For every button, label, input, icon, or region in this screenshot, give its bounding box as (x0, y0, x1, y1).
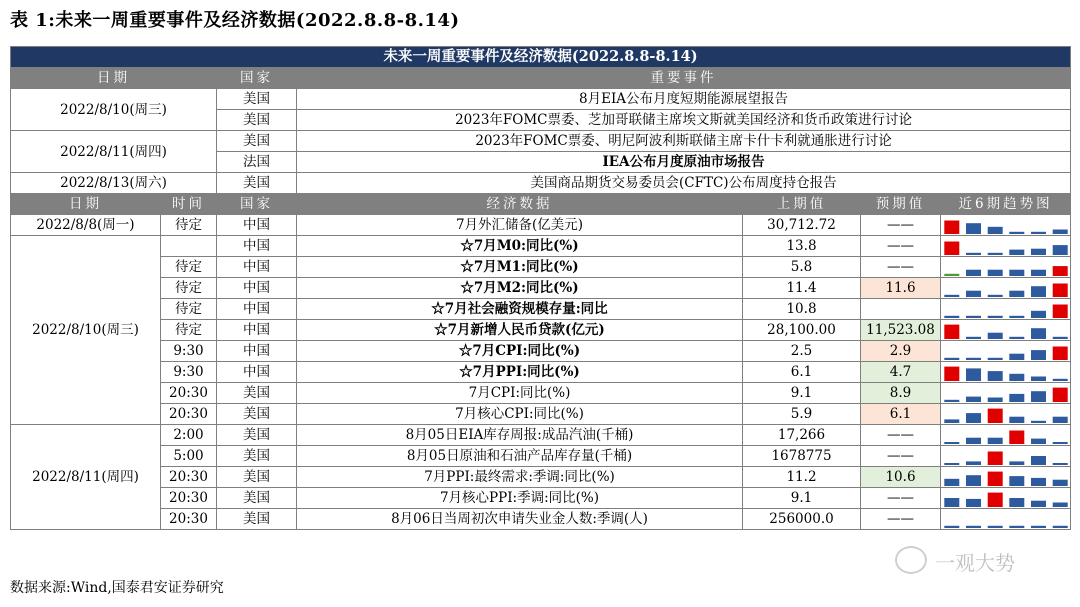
data-forecast-value: 6.1 (861, 404, 941, 425)
trend-bar (944, 498, 959, 507)
data-time: 待定 (161, 299, 217, 320)
trend-sparkline (941, 257, 1071, 278)
data-row (11, 257, 1071, 278)
data-time: 待定 (161, 215, 217, 236)
event-country: 美国 (217, 173, 297, 194)
data-header-indicator: 经济数据 (297, 194, 743, 215)
data-previous-value: 10.8 (743, 299, 861, 320)
trend-bar (988, 452, 1003, 466)
data-forecast-value: 2.9 (861, 341, 941, 362)
trend-bar (1031, 501, 1046, 507)
data-country: 美国 (217, 425, 297, 446)
trend-bar (966, 337, 981, 339)
data-header-previous: 上期值 (743, 194, 861, 215)
trend-sparkline (941, 299, 1071, 320)
trend-bar (1031, 377, 1046, 382)
watermark (895, 542, 1055, 578)
trend-bar (966, 499, 981, 507)
trend-bar (1031, 328, 1046, 339)
trend-bar (988, 227, 1003, 234)
trend-sparkline (941, 404, 1071, 425)
data-time: 20:30 (161, 467, 217, 488)
trend-bar (966, 368, 981, 381)
trend-bar (1053, 388, 1068, 402)
trend-bar (1009, 394, 1024, 402)
data-indicator: ☆7月社会融资规模存量:同比 (297, 299, 743, 320)
events-data-table (10, 46, 1071, 530)
table-banner-title: 未来一周重要事件及经济数据(2022.8.8-8.14) (11, 47, 1071, 68)
trend-bar (1009, 374, 1024, 381)
data-time (161, 236, 217, 257)
data-previous-value: 28,100.00 (743, 320, 861, 341)
data-header-country: 国家 (217, 194, 297, 215)
trend-bar (1031, 421, 1046, 423)
data-forecast-value (861, 299, 941, 320)
trend-bar (1053, 417, 1068, 423)
data-time: 待定 (161, 257, 217, 278)
data-previous-value: 11.2 (743, 467, 861, 488)
trend-bar (1009, 461, 1024, 465)
data-time: 5:00 (161, 446, 217, 467)
events-header-date: 日期 (11, 68, 217, 89)
trend-bar (944, 325, 959, 339)
trend-bar (966, 316, 981, 318)
trend-bar (944, 419, 959, 423)
trend-bar (944, 479, 959, 486)
data-country: 中国 (217, 341, 297, 362)
data-forecast-value: —— (861, 446, 941, 467)
data-forecast-value: —— (861, 509, 941, 530)
data-row (11, 362, 1071, 383)
data-indicator: 7月PPI:最终需求:季调:同比(%) (297, 467, 743, 488)
trend-bar (966, 397, 981, 402)
data-indicator: ☆7月新增人民币贷款(亿元) (297, 320, 743, 341)
data-row (11, 467, 1071, 488)
data-country: 美国 (217, 467, 297, 488)
event-date: 2022/8/11(周四) (11, 131, 217, 173)
data-country: 中国 (217, 278, 297, 299)
events-header-event: 重要事件 (297, 68, 1071, 89)
events-header-country: 国家 (217, 68, 297, 89)
trend-sparkline-svg (941, 425, 1071, 445)
trend-sparkline (941, 425, 1071, 446)
trend-bar (1053, 503, 1068, 508)
data-header-forecast: 预期值 (861, 194, 941, 215)
data-previous-value: 17,266 (743, 425, 861, 446)
data-date: 2022/8/11(周四) (11, 425, 161, 530)
data-indicator: ☆7月CPI:同比(%) (297, 341, 743, 362)
data-indicator: 7月核心CPI:同比(%) (297, 404, 743, 425)
trend-bar (1031, 311, 1046, 318)
trend-sparkline-svg (941, 215, 1071, 235)
data-forecast-value: —— (861, 236, 941, 257)
data-country: 中国 (217, 215, 297, 236)
event-description: 美国商品期货交易委员会(CFTC)公布周度持仓报告 (297, 173, 1071, 194)
trend-bar (1031, 350, 1046, 360)
trend-bar (1009, 526, 1024, 528)
data-time: 2:00 (161, 425, 217, 446)
data-country: 美国 (217, 383, 297, 404)
data-forecast-value: 8.9 (861, 383, 941, 404)
data-row (11, 299, 1071, 320)
trend-bar (1009, 232, 1024, 234)
trend-bar (988, 398, 1003, 403)
event-country: 法国 (217, 152, 297, 173)
data-time: 20:30 (161, 488, 217, 509)
data-previous-value: 9.1 (743, 383, 861, 404)
data-previous-value: 5.9 (743, 404, 861, 425)
trend-sparkline-svg (941, 446, 1071, 466)
data-indicator: ☆7月PPI:同比(%) (297, 362, 743, 383)
trend-sparkline-svg (941, 341, 1071, 361)
data-indicator: 8月06日当周初次申请失业金人数:季调(人) (297, 509, 743, 530)
trend-sparkline-svg (941, 362, 1071, 382)
trend-sparkline (941, 215, 1071, 236)
data-previous-value: 256000.0 (743, 509, 861, 530)
event-row (11, 89, 1071, 110)
data-row (11, 446, 1071, 467)
trend-bar (1009, 431, 1024, 445)
trend-bar (988, 526, 1003, 528)
data-country: 中国 (217, 236, 297, 257)
event-country: 美国 (217, 89, 297, 110)
trend-bar (1031, 249, 1046, 255)
trend-bar (988, 295, 1003, 297)
data-previous-value: 2.5 (743, 341, 861, 362)
trend-sparkline-svg (941, 299, 1071, 319)
data-country: 美国 (217, 488, 297, 509)
data-previous-value: 1678775 (743, 446, 861, 467)
trend-bar (1053, 266, 1068, 276)
trend-bar (988, 333, 1003, 339)
data-date: 2022/8/8(周一) (11, 215, 161, 236)
data-previous-value: 5.8 (743, 257, 861, 278)
trend-bar (966, 413, 981, 423)
trend-bar (1009, 337, 1024, 339)
watermark-text: 一观大势 (935, 551, 1015, 575)
trend-bar (1009, 250, 1024, 255)
trend-bar (966, 438, 981, 444)
data-indicator: 8月05日EIA库存周报:成品汽油(千桶) (297, 425, 743, 446)
trend-bar (1031, 456, 1046, 465)
data-header-row (11, 194, 1071, 215)
data-country: 中国 (217, 320, 297, 341)
trend-sparkline (941, 236, 1071, 257)
trend-bar (1031, 391, 1046, 402)
data-forecast-value: 11,523.08 (861, 320, 941, 341)
trend-sparkline-svg (941, 320, 1071, 340)
data-date: 2022/8/10(周三) (11, 236, 161, 425)
data-time: 20:30 (161, 404, 217, 425)
trend-bar (944, 274, 959, 276)
trend-sparkline (941, 488, 1071, 509)
trend-bar (944, 221, 959, 235)
data-previous-value: 30,712.72 (743, 215, 861, 236)
data-previous-value: 13.8 (743, 236, 861, 257)
data-forecast-value: —— (861, 257, 941, 278)
event-row (11, 131, 1071, 152)
trend-sparkline-svg (941, 383, 1071, 403)
data-row (11, 236, 1071, 257)
trend-sparkline-svg (941, 488, 1071, 508)
data-indicator: ☆7月M0:同比(%) (297, 236, 743, 257)
data-source-note: 数据来源:Wind,国泰君安证券研究 (10, 580, 224, 596)
trend-bar (988, 316, 1003, 318)
data-indicator: 7月外汇储备(亿美元) (297, 215, 743, 236)
data-forecast-value: —— (861, 488, 941, 509)
trend-bar (1009, 270, 1024, 276)
data-time: 9:30 (161, 362, 217, 383)
trend-bar (1009, 291, 1024, 297)
trend-bar (988, 358, 1003, 360)
trend-bar (944, 367, 959, 381)
data-row (11, 215, 1071, 236)
data-header-trend: 近6期趋势图 (941, 194, 1071, 215)
data-previous-value: 11.4 (743, 278, 861, 299)
trend-bar (1009, 417, 1024, 423)
trend-sparkline-svg (941, 467, 1071, 487)
trend-sparkline (941, 446, 1071, 467)
trend-bar (1009, 476, 1024, 486)
data-header-time: 时间 (161, 194, 217, 215)
data-indicator: 7月核心PPI:季调:同比(%) (297, 488, 743, 509)
trend-bar (966, 475, 981, 486)
trend-sparkline-svg (941, 404, 1071, 424)
trend-sparkline (941, 341, 1071, 362)
trend-bar (1053, 463, 1068, 465)
trend-bar (1053, 442, 1068, 444)
data-forecast-value: 4.7 (861, 362, 941, 383)
trend-bar (988, 409, 1003, 423)
trend-bar (944, 242, 959, 256)
data-country: 美国 (217, 509, 297, 530)
event-row (11, 173, 1071, 194)
trend-bar (1031, 286, 1046, 297)
trend-bar (1031, 270, 1046, 276)
trend-bar (966, 291, 981, 297)
trend-bar (944, 358, 959, 360)
trend-bar (988, 438, 1003, 444)
data-indicator: 7月CPI:同比(%) (297, 383, 743, 404)
data-forecast-value: 11.6 (861, 278, 941, 299)
data-country: 美国 (217, 446, 297, 467)
trend-bar (944, 463, 959, 465)
trend-sparkline-svg (941, 509, 1071, 529)
data-row (11, 341, 1071, 362)
trend-sparkline (941, 383, 1071, 404)
trend-bar (944, 400, 959, 402)
trend-sparkline-svg (941, 278, 1071, 298)
trend-bar (1031, 478, 1046, 486)
data-indicator: ☆7月M2:同比(%) (297, 278, 743, 299)
data-time: 待定 (161, 320, 217, 341)
trend-bar (988, 371, 1003, 381)
data-country: 美国 (217, 404, 297, 425)
trend-bar (966, 270, 981, 276)
event-country: 美国 (217, 110, 297, 131)
trend-bar (1031, 439, 1046, 444)
data-previous-value: 6.1 (743, 362, 861, 383)
data-row (11, 509, 1071, 530)
data-country: 中国 (217, 362, 297, 383)
trend-bar (1031, 232, 1046, 234)
trend-bar (1031, 526, 1046, 528)
trend-bar (1053, 305, 1068, 319)
trend-sparkline (941, 467, 1071, 488)
data-row (11, 488, 1071, 509)
table-caption: 表 1:未来一周重要事件及经济数据(2022.8.8-8.14) (10, 10, 460, 31)
data-country: 中国 (217, 299, 297, 320)
trend-bar (1009, 354, 1024, 360)
trend-bar (1053, 480, 1068, 486)
trend-bar (944, 295, 959, 297)
trend-bar (944, 442, 959, 444)
trend-bar (988, 253, 1003, 255)
event-date: 2022/8/10(周三) (11, 89, 217, 131)
trend-bar (1053, 379, 1068, 381)
data-time: 9:30 (161, 341, 217, 362)
trend-bar (1053, 284, 1068, 298)
trend-sparkline (941, 278, 1071, 299)
trend-bar (1053, 337, 1068, 339)
event-description: 2023年FOMC票委、明尼阿波利斯联储主席卡什卡利就通胀进行讨论 (297, 131, 1071, 152)
data-forecast-value: —— (861, 215, 941, 236)
data-time: 20:30 (161, 509, 217, 530)
trend-bar (944, 316, 959, 318)
wechat-icon (895, 546, 927, 574)
trend-sparkline-svg (941, 257, 1071, 277)
data-row (11, 425, 1071, 446)
trend-bar (966, 223, 981, 234)
trend-sparkline (941, 320, 1071, 341)
event-description: 2023年FOMC票委、芝加哥联储主席埃文斯就美国经济和货币政策进行讨论 (297, 110, 1071, 131)
data-time: 待定 (161, 278, 217, 299)
data-row (11, 320, 1071, 341)
trend-bar (1009, 498, 1024, 507)
event-country: 美国 (217, 131, 297, 152)
trend-bar (966, 253, 981, 255)
data-previous-value: 9.1 (743, 488, 861, 509)
data-time: 20:30 (161, 383, 217, 404)
data-row (11, 278, 1071, 299)
data-indicator: ☆7月M1:同比(%) (297, 257, 743, 278)
trend-bar (988, 270, 1003, 276)
trend-sparkline-svg (941, 236, 1071, 256)
data-forecast-value: 10.6 (861, 467, 941, 488)
data-header-date: 日期 (11, 194, 161, 215)
trend-bar (1053, 526, 1068, 528)
data-row (11, 383, 1071, 404)
trend-bar (1053, 230, 1068, 235)
event-date: 2022/8/13(周六) (11, 173, 217, 194)
data-forecast-value: —— (861, 425, 941, 446)
data-row (11, 404, 1071, 425)
trend-bar (966, 461, 981, 465)
trend-sparkline (941, 509, 1071, 530)
trend-bar (1053, 347, 1068, 361)
trend-bar (988, 493, 1003, 507)
data-country: 中国 (217, 257, 297, 278)
trend-sparkline (941, 362, 1071, 383)
trend-bar (988, 472, 1003, 486)
event-description: IEA公布月度原油市场报告 (297, 152, 1071, 173)
trend-bar (944, 526, 959, 528)
trend-bar (1009, 316, 1024, 318)
event-description: 8月EIA公布月度短期能源展望报告 (297, 89, 1071, 110)
trend-bar (1053, 245, 1068, 255)
trend-bar (966, 358, 981, 360)
trend-bar (966, 526, 981, 528)
data-indicator: 8月05日原油和石油产品库存量(千桶) (297, 446, 743, 467)
